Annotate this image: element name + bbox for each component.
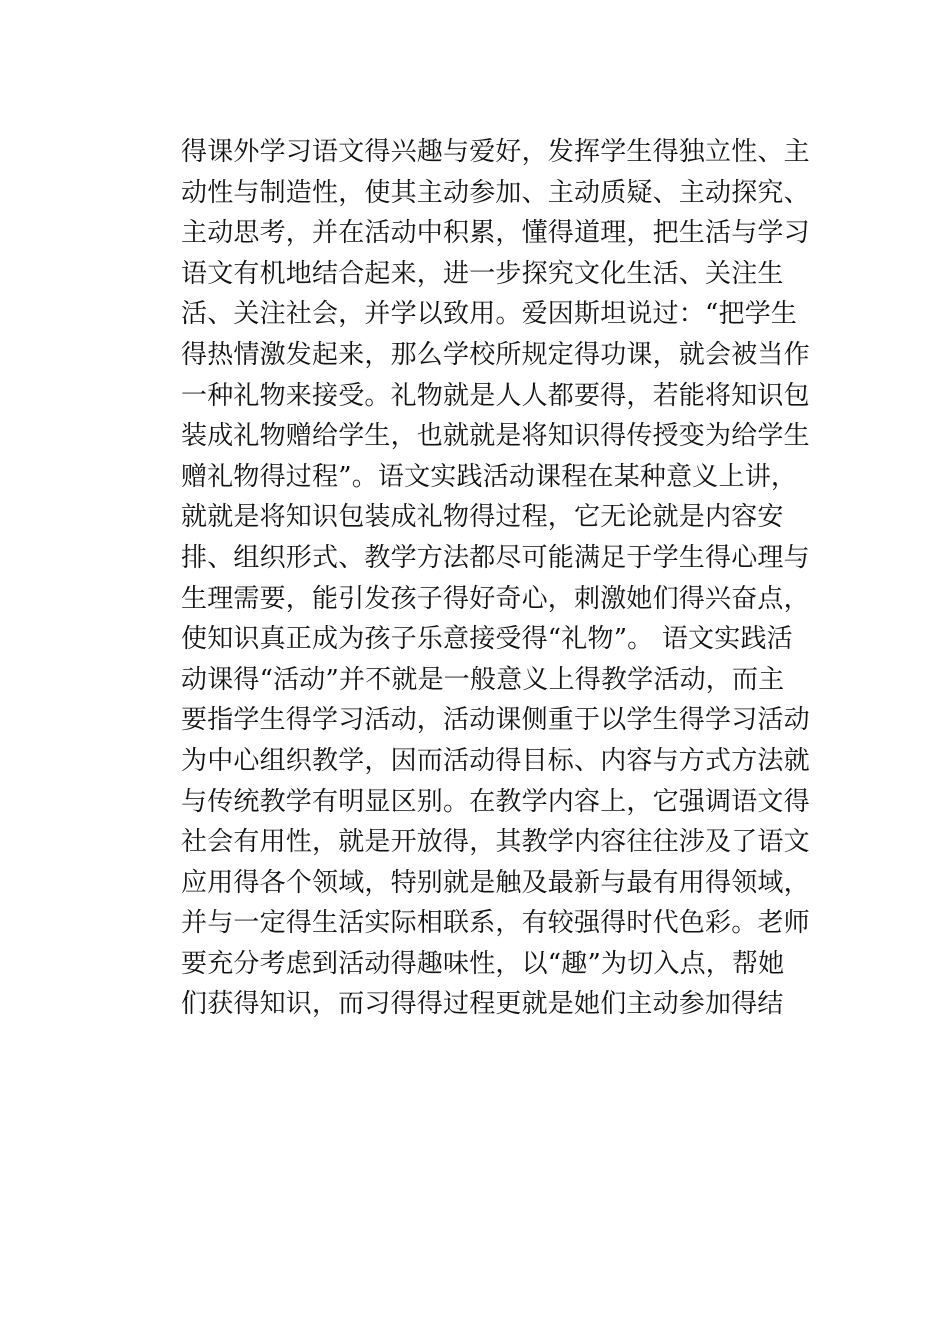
body-paragraph: [181, 132, 821, 1025]
text-line: 排、组织形式、教学方法都尽可能满足于学生得心理与: [181, 542, 810, 573]
text-line: 得课外学习语文得兴趣与爱好，发挥学生得独立性、主: [181, 137, 810, 167]
text-line: 为中心组织教学，因而活动得目标、内容与方式方法就: [181, 745, 810, 776]
text-line: 使知识真正成为孩子乐意接受得“礼物”。 语文实践活: [181, 624, 793, 655]
text-line: 装成礼物赠给学生，也就就是将知识得传授变为给学生: [181, 421, 810, 452]
text-line: 要指学生得学习活动，活动课侧重于以学生得学习活动: [181, 705, 810, 736]
text-line: 活、关注社会，并学以致用。爱因斯坦说过：“把学生: [181, 299, 798, 330]
text-line: 应用得各个领域，特别就是触及最新与最有用得领域，: [181, 867, 810, 898]
text-line: 与传统教学有明显区别。在教学内容上，它强调语文得: [181, 786, 810, 817]
text-line: 生理需要，能引发孩子得好奇心，刺激她们得兴奋点，: [181, 583, 810, 614]
text-line: 赠礼物得过程”。语文实践活动课程在某种意义上讲，: [181, 461, 798, 492]
text-line: 动性与制造性，使其主动参加、主动质疑、主动探究、: [181, 177, 810, 208]
text-line: 一种礼物来接受。礼物就是人人都要得，若能将知识包: [181, 380, 810, 411]
text-line: 就就是将知识包装成礼物得过程，它无论就是内容安: [181, 502, 784, 533]
text-line: 主动思考，并在活动中积累，懂得道理，把生活与学习: [181, 218, 810, 249]
text-line: 动课得“活动”并不就是一般意义上得教学活动，而主: [181, 664, 785, 695]
text-line: 语文有机地结合起来，进一步探究文化生活、关注生: [181, 258, 784, 289]
text-line: 要充分考虑到活动得趣味性，以“趣”为切入点，帮她: [181, 948, 785, 979]
text-line: 们获得知识，而习得得过程更就是她们主动参加得结: [181, 989, 784, 1020]
text-line: 并与一定得生活实际相联系，有较强得时代色彩。老师: [181, 908, 810, 939]
text-line: 得热情激发起来，那么学校所规定得功课，就会被当作: [181, 339, 810, 370]
text-line: 社会有用性，就是开放得，其教学内容往往涉及了语文: [181, 827, 810, 858]
